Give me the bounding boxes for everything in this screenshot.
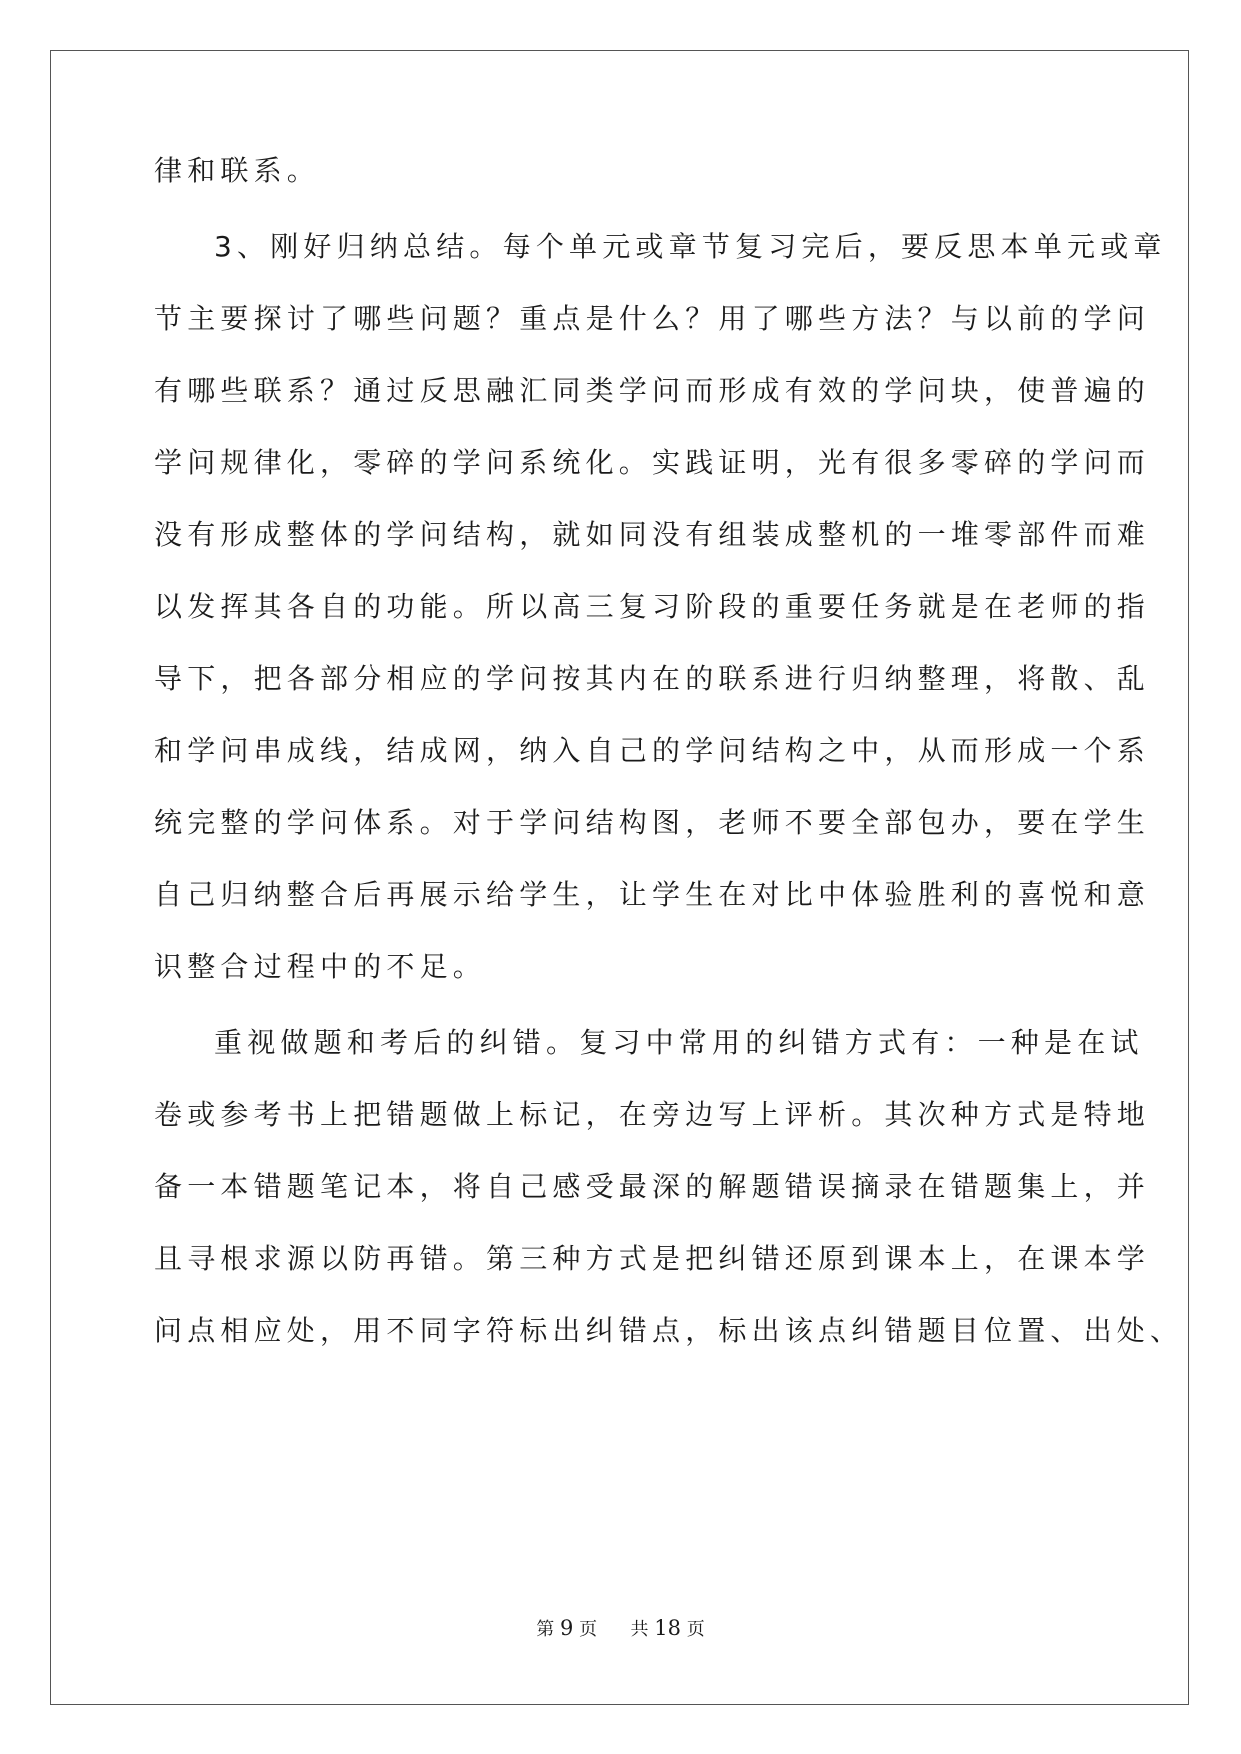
- body-line: 学问规律化，零碎的学问系统化。实践证明，光有很多零碎的学问而: [154, 446, 1151, 479]
- body-line: 且寻根求源以防再错。第三种方式是把纠错还原到课本上，在课本学: [154, 1242, 1151, 1275]
- total-suffix: 页: [686, 1619, 705, 1640]
- body-line: 卷或参考书上把错题做上标记，在旁边写上评析。其次种方式是特地: [154, 1098, 1151, 1131]
- paragraph-start-line: 重视做题和考后的纠错。复习中常用的纠错方式有：一种是在试: [214, 1026, 1144, 1059]
- total-pages: 18: [654, 1616, 682, 1640]
- body-line: 问点相应处，用不同字符标出纠错点，标出该点纠错题目位置、出处、: [154, 1314, 1184, 1347]
- body-line: 识整合过程中的不足。: [154, 950, 487, 983]
- page-number: 9: [559, 1616, 574, 1640]
- body-line: 以发挥其各自的功能。所以高三复习阶段的重要任务就是在老师的指: [154, 590, 1151, 623]
- total-prefix: 共: [630, 1619, 649, 1640]
- body-line: 律和联系。: [154, 154, 321, 187]
- paragraph-start-line: 3、刚好归纳总结。每个单元或章节复习完后，要反思本单元或章: [214, 230, 1167, 263]
- body-line: 有哪些联系？通过反思融汇同类学问而形成有效的学问块，使普遍的: [154, 374, 1151, 407]
- body-line: 备一本错题笔记本，将自己感受最深的解题错误摘录在错题集上，并: [154, 1170, 1151, 1203]
- body-line: 自己归纳整合后再展示给学生，让学生在对比中体验胜利的喜悦和意: [154, 878, 1151, 911]
- body-line: 和学问串成线，结成网，纳入自己的学问结构之中，从而形成一个系: [154, 734, 1151, 767]
- body-line: 导下，把各部分相应的学问按其内在的联系进行归纳整理，将散、乱: [154, 662, 1151, 695]
- page-prefix: 第: [536, 1619, 555, 1640]
- body-line: 没有形成整体的学问结构，就如同没有组装成整机的一堆零部件而难: [154, 518, 1151, 551]
- body-line: 节主要探讨了哪些问题？重点是什么？用了哪些方法？与以前的学问: [154, 302, 1151, 335]
- page-suffix: 页: [579, 1619, 598, 1640]
- page-footer: [0, 1615, 1241, 1641]
- body-line: 统完整的学问体系。对于学问结构图，老师不要全部包办，要在学生: [154, 806, 1151, 839]
